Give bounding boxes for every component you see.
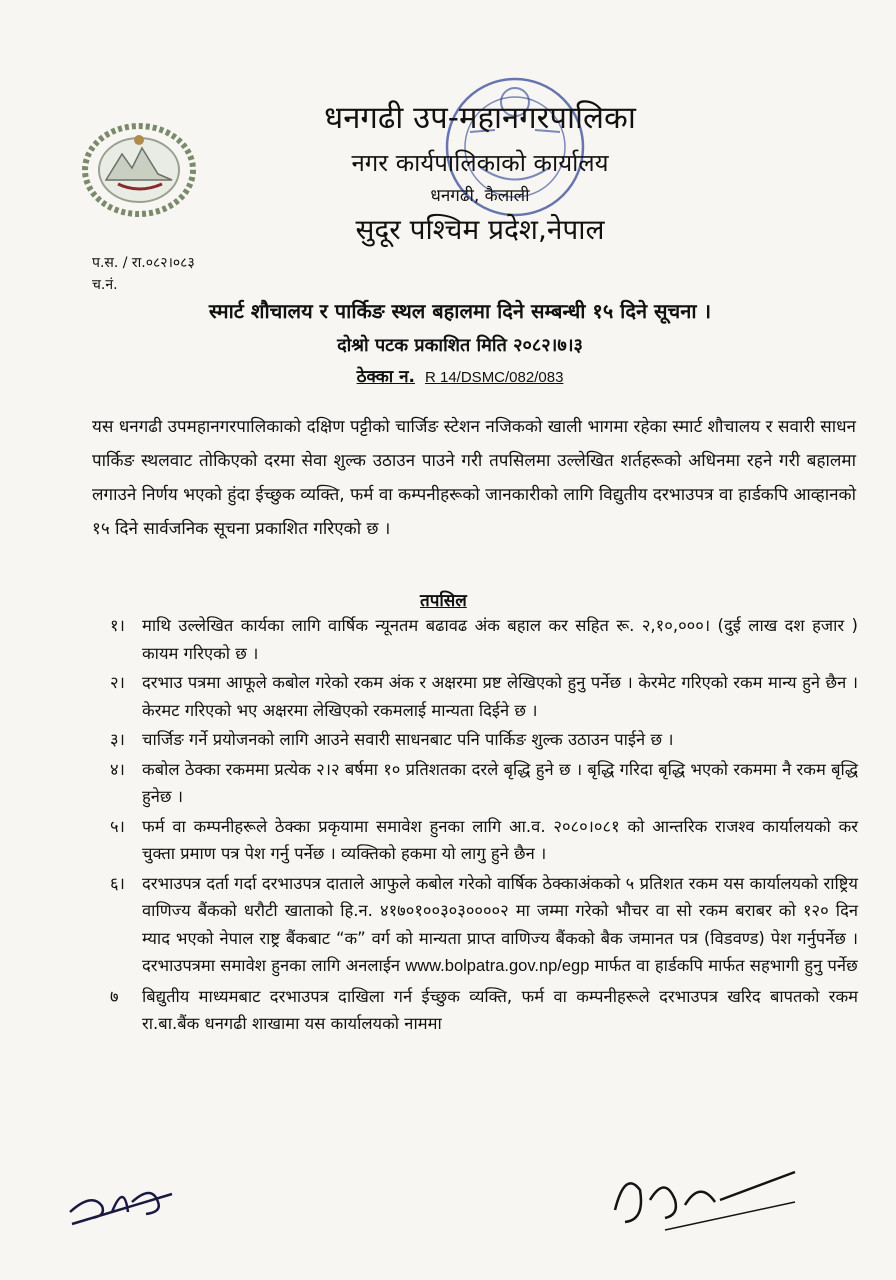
- province-name: सुदूर पश्चिम प्रदेश,नेपाल: [355, 213, 605, 246]
- list-item: [110, 612, 858, 667]
- intro-paragraph: यस धनगढी उपमहानगरपालिकाको दक्षिण पट्टीको चार्जिङ स्टेशन नजिकको खाली भागमा रहेका स्मार्ट शौचालय र सवारी साधन पार्किङ स्थलवाट तोकिएको दरमा सेवा शुल्क उठाउन पाउने गरी तपसिलमा उल्लेखित शर्तहरूको अधिनमा रहने गरी बहालमा लगाउने निर्णय भएको हुंदा ईच्छुक व्यक्ति, फर्म वा कम्पनीहरूको जानकारीको लागि विद्युतीय दरभाउपत्र वा हार्डकपि आव्हानको १५ दिने सार्वजनिक सूचना प्रकाशित गरिएको छ ।: [92, 417, 856, 539]
- item-number: ५।: [110, 816, 125, 836]
- dispatch-number: च.नं.: [92, 277, 118, 293]
- item-number: ६।: [110, 873, 125, 893]
- bolpatra-link[interactable]: www.bolpatra.gov.np/egp: [405, 957, 590, 975]
- initial-mark-icon: [62, 1172, 182, 1232]
- contract-label: ठेक्का न.: [356, 367, 415, 387]
- reference-number: प.स. / रा.०८२।०८३: [92, 255, 195, 271]
- item-text-main: दरभाउपत्र दर्ता गर्दा दरभाउपत्र दाताले आफुले कबोल गरेको वार्षिक ठेक्काअंकको ५ प्रतिशत रकम यस कार्यालयको राष्ट्रिय वाणिज्य बैंकको धरौटी खाताको हि.न. ४१७०१००३०३००००२ मा जम्मा गरेको भौचर वा सो रकम बराबर को १२० दिन म्याद भएको नेपाल राष्ट्र बैंकबाट “क” वर्ग को मान्यता प्राप्त वाणिज्य बैंकको बैक जमानत पत्र (विडवण्ड) पेश गर्नुपर्नेछ ।दरभाउपत्रमा समावेश हुनका लागि अनलाईन: [142, 873, 858, 975]
- publication-date: दोश्रो पटक प्रकाशित मिति २०८२।७।३: [337, 335, 583, 356]
- conditions-list: [110, 612, 858, 1040]
- item-text: माथि उल्लेखित कार्यका लागि वार्षिक न्यूनतम बढावढ अंक बहाल कर सहित रू. २,१०,०००। (दुई लाख दश हजार ) कायम गरिएको छ ।: [142, 616, 858, 663]
- signature-icon: [605, 1160, 805, 1240]
- item-number: २।: [110, 673, 125, 692]
- item-text: चार्जिङ गर्ने प्रयोजनको लागि आउने सवारी साधनबाट पनि पार्किङ शुल्क उठाउन पाईने छ ।: [142, 730, 674, 749]
- list-item: [110, 983, 858, 1038]
- city-name: धनगढी, कैलाली: [430, 186, 530, 206]
- item-number: १।: [110, 616, 125, 635]
- contract-code: R 14/DSMC/082/083: [425, 369, 564, 386]
- nepal-emblem-icon: [78, 118, 200, 218]
- item-text: दरभाउ पत्रमा आफूले कबोल गरेको रकम अंक र अक्षरमा प्रष्ट लेखिएको हुनु पर्नेछ । केरमेट गरिएको रकम मान्य हुने छैन । केरमट गरिएको भए अक्षरमा लेखिएको रकमलाई मान्यता दिईने छ ।: [142, 673, 858, 720]
- section-title: तपसिल: [420, 591, 467, 611]
- list-item: [110, 726, 858, 754]
- item-text: फर्म वा कम्पनीहरूले ठेक्का प्रकृयामा समावेश हुनका लागि आ.व. २०८०।०८१ को आन्तरिक राजश्व कार्यालयको कर चुक्ता प्रमाण पत्र पेश गर्नु पर्नेछ । व्यक्तिको हकमा यो लागु हुने छैन ।: [142, 816, 858, 863]
- list-item: [110, 813, 858, 868]
- item-text: [142, 870, 858, 981]
- contract-number-line: [100, 364, 820, 387]
- list-item: [110, 870, 858, 981]
- list-item: [110, 756, 858, 811]
- municipality-name: धनगढी उप-महानगरपालिका: [324, 100, 636, 136]
- item-number: ३।: [110, 730, 125, 749]
- list-item: [110, 669, 858, 724]
- item-number: ४।: [110, 759, 125, 779]
- office-name: नगर कार्यपालिकाको कार्यालय: [351, 149, 609, 177]
- item-text: कबोल ठेक्का रकममा प्रत्येक २।२ बर्षमा १० प्रतिशतका दरले बृद्धि हुने छ । बृद्धि गरिदा बृद्धि भएको रकममा नै रकम बृद्धि हुनेछ ।: [142, 759, 858, 806]
- item-text: बिद्युतीय माध्यमबाट दरभाउपत्र दाखिला गर्न ईच्छुक व्यक्ति, फर्म वा कम्पनीहरूले दरभाउपत्र खरिद बापतको रकम रा.बा.बैंक धनगढी शाखामा यस कार्यालयको नाममा: [142, 986, 858, 1033]
- item-text-after: मार्फत वा हार्डकपि मार्फत सहभागी हुनु पर्नेछ: [594, 956, 858, 975]
- item-number: ७: [110, 986, 119, 1006]
- notice-title: स्मार्ट शौचालय र पार्किङ स्थल बहालमा दिने सम्बन्धी १५ दिने सूचना ।: [208, 299, 712, 323]
